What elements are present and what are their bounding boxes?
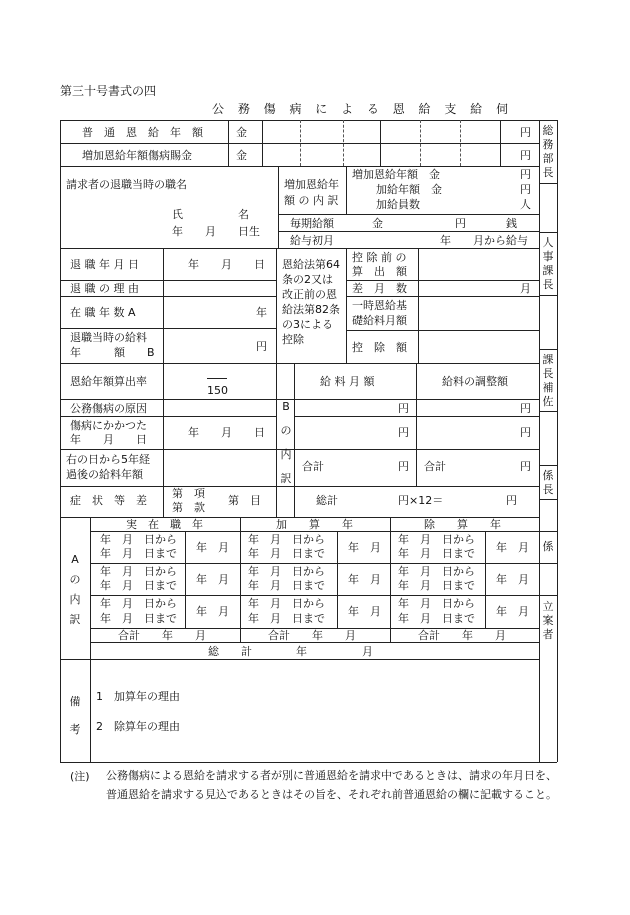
a-col-subtracted: 除 算 年 <box>424 518 501 531</box>
a-from: 年 月 日から <box>100 597 177 610</box>
col-line <box>390 517 391 642</box>
a-to: 年 月 日まで <box>100 579 177 592</box>
cause-label: 公務傷病の原因 <box>70 402 147 415</box>
kin-unit: 金 <box>236 149 247 162</box>
a-from: 年 月 日から <box>398 565 475 578</box>
col-line <box>418 248 419 363</box>
a-to: 年 月 日まで <box>398 579 475 592</box>
stamp-line <box>539 465 557 466</box>
stamp-drafter: 立案者 <box>542 600 554 641</box>
injury-date-value: 年 月 日 <box>188 426 265 439</box>
row-line <box>60 659 539 660</box>
a-col-added: 加 算 年 <box>276 518 353 531</box>
a-to: 年 月 日まで <box>248 547 325 560</box>
yen-unit: 円 <box>520 149 531 162</box>
applicant-name-label: 氏 名 <box>172 208 249 221</box>
stamp-line <box>539 183 557 184</box>
note-text: 公務傷病による恩給を請求する者が別に普通恩給を請求中であるときは、請求の年月日を、普通恩給を請求する見込であるときはその旨を、それぞれ前普通恩給の欄に記載すること。 <box>106 769 557 801</box>
yen-unit: 円 <box>520 460 531 473</box>
pension-rate-denominator: 150 <box>207 384 228 397</box>
row-line <box>90 531 539 532</box>
frame-left <box>60 120 61 762</box>
col-line <box>240 517 241 642</box>
kin-unit: 金 <box>236 126 247 139</box>
stamp-line <box>539 349 557 350</box>
stamp-section-head: 係長 <box>542 469 554 496</box>
stamp-staff: 係 <box>542 540 554 553</box>
a-from: 年 月 日から <box>100 533 177 546</box>
col-line <box>346 166 347 214</box>
yen-unit: 円 <box>520 126 531 139</box>
a-ym: 年 月 <box>496 605 529 618</box>
b-breakdown-label: Bの内訳 <box>280 400 292 485</box>
normal-pension-label: 普 通 恩 給 年 額 <box>82 126 203 139</box>
note-prefix: (注) <box>70 770 90 783</box>
row-line <box>60 166 539 167</box>
a-to: 年 月 日まで <box>100 612 177 625</box>
a-grand-total: 総 計 年 月 <box>208 645 373 658</box>
stamp-line <box>539 499 557 500</box>
row-line <box>90 642 539 643</box>
nen-unit: 年 <box>256 306 267 319</box>
retirement-reason-label: 退 職 の 理 由 <box>70 282 139 295</box>
form-title: 公 務 傷 病 に よ る 恩 給 支 給 伺 <box>212 102 513 116</box>
periodic-label: 毎期給額 <box>290 217 334 230</box>
a-from: 年 月 日から <box>248 597 325 610</box>
deduction-amount-label: 控 除 額 <box>352 341 407 354</box>
col-line <box>380 120 381 166</box>
remarks-item-1: 1 加算年の理由 <box>96 690 180 703</box>
col-line <box>500 120 501 166</box>
stamp-line <box>539 295 557 296</box>
row-line <box>60 399 539 400</box>
a-ym: 年 月 <box>496 541 529 554</box>
yen-unit: 円 <box>256 340 267 353</box>
col-line <box>416 363 417 486</box>
increase-breakdown-label-2: 額 の 内 訳 <box>284 194 339 207</box>
stamp-personnel-chief: 人事課長 <box>542 236 554 291</box>
row-line <box>60 328 276 329</box>
col-line <box>163 363 164 517</box>
retirement-date-label: 退 職 年 月 日 <box>70 258 139 271</box>
row-line <box>60 280 276 281</box>
symptom-label: 症 状 等 差 <box>70 494 147 507</box>
symptom-item: 第 項 <box>172 487 205 500</box>
row-line <box>294 416 539 417</box>
a-subtotal-added: 合計 年 月 <box>268 629 356 642</box>
remarks-label: 備考 <box>69 695 81 736</box>
b-subtotal-1: 合計 <box>302 460 324 473</box>
dashed-col <box>300 120 301 166</box>
row-line <box>278 214 539 215</box>
row-line <box>60 416 276 417</box>
a-to: 年 月 日まで <box>398 612 475 625</box>
stamp-line <box>539 411 557 412</box>
a-from: 年 月 日から <box>398 597 475 610</box>
deduction-law-1: 恩給法第64 <box>282 258 340 271</box>
pension-rate-label: 恩給年額算出率 <box>70 375 147 388</box>
after5-label-1: 右の日から5年経 <box>66 453 150 466</box>
frame-top <box>60 120 557 121</box>
col-line <box>294 363 295 517</box>
stamp-line <box>539 595 557 596</box>
col-line <box>276 363 277 517</box>
before-deduction-2: 算 出 額 <box>352 265 407 278</box>
deduction-law-5: の3による <box>282 318 333 331</box>
yen-unit: 円 <box>520 426 531 439</box>
applicant-position-label: 請求者の退職当時の職名 <box>66 178 187 191</box>
deduction-law-6: 控除 <box>282 333 304 346</box>
row-line <box>90 563 539 564</box>
retirement-date-value: 年 月 日 <box>188 258 265 271</box>
deduction-law-2: 条の2又は <box>282 273 333 286</box>
col-line <box>485 531 486 628</box>
row-line <box>346 280 539 281</box>
col-line <box>90 659 91 762</box>
increase-amount: 増加恩給年額 金 <box>352 168 440 181</box>
frame-right <box>557 120 558 762</box>
yen-unit: 円 <box>455 217 466 230</box>
b-total-formula: 円×12＝ <box>398 494 444 507</box>
frame-bottom <box>60 762 557 763</box>
stamp-line <box>539 563 557 564</box>
nin-unit: 人 <box>520 198 531 211</box>
row-line <box>278 231 539 232</box>
b-col-adjustment: 給料の調整額 <box>442 375 508 388</box>
a-subtotal-actual: 合計 年 月 <box>118 629 206 642</box>
salary-label-2: 年 額 B <box>70 346 155 359</box>
col-line <box>262 120 263 166</box>
injury-date-label-2: 年 月 日 <box>70 433 147 446</box>
increase-pension-label: 増加恩給年額傷病賜金 <box>82 149 192 162</box>
b-total-label: 総計 <box>316 494 338 507</box>
lump-sum-2: 礎給料月額 <box>352 314 407 327</box>
after5-label-2: 過後の給料年額 <box>66 468 143 481</box>
dashed-col <box>420 120 421 166</box>
row-line <box>90 595 539 596</box>
col-line <box>346 248 347 363</box>
dashed-col <box>460 120 461 166</box>
yen-unit: 円 <box>398 460 409 473</box>
stamp-column-left <box>539 120 540 762</box>
a-breakdown-label: Aの内訳 <box>69 553 81 626</box>
yen-unit: 円 <box>520 168 531 181</box>
kin-unit: 金 <box>372 217 383 230</box>
a-col-actual: 実 在 職 年 <box>126 518 203 531</box>
salary-label-1: 退職当時の給料 <box>70 331 147 344</box>
a-to: 年 月 日まで <box>398 547 475 560</box>
dashed-col <box>343 120 344 166</box>
months-diff-label: 差 月 数 <box>352 282 407 295</box>
row-line <box>60 248 539 249</box>
increase-breakdown-label-1: 増加恩給年 <box>284 178 339 191</box>
applicant-birth-label: 年 月 日生 <box>172 225 260 238</box>
row-line <box>346 296 539 297</box>
yen-unit: 円 <box>398 402 409 415</box>
before-deduction-1: 控 除 前 の <box>352 251 407 264</box>
col-line <box>90 517 91 659</box>
a-ym: 年 月 <box>348 573 381 586</box>
a-to: 年 月 日まで <box>248 612 325 625</box>
a-ym: 年 月 <box>196 573 229 586</box>
stamp-line <box>539 232 557 233</box>
col-line <box>228 120 229 166</box>
lump-sum-1: 一時恩給基 <box>352 299 407 312</box>
a-subtotal-subtracted: 合計 年 月 <box>418 629 506 642</box>
symptom-category: 第 目 <box>228 494 261 507</box>
col-line <box>163 248 164 363</box>
stamp-general-affairs: 総務部長 <box>542 124 554 179</box>
symptom-clause: 第 款 <box>172 501 205 514</box>
col-line <box>337 531 338 628</box>
payment-start-label: 給与初月 <box>290 234 334 247</box>
deduction-law-4: 給法第82条 <box>282 303 340 316</box>
additional-persons: 加給員数 <box>376 198 420 211</box>
a-ym: 年 月 <box>496 573 529 586</box>
additional-amount: 加給年額 金 <box>376 183 442 196</box>
col-line <box>276 248 277 363</box>
row-line <box>60 363 539 364</box>
yen-unit: 円 <box>520 402 531 415</box>
payment-start-value: 年 月から給与 <box>440 234 528 247</box>
a-from: 年 月 日から <box>248 565 325 578</box>
injury-date-label-1: 傷病にかかつた <box>70 419 147 432</box>
yen-unit: 円 <box>520 183 531 196</box>
years-of-service-label: 在 職 年 数 A <box>70 306 136 319</box>
row-line <box>60 486 539 487</box>
row-line <box>60 449 539 450</box>
a-ym: 年 月 <box>348 541 381 554</box>
col-line <box>185 531 186 628</box>
tsuki-unit: 月 <box>520 282 531 295</box>
a-from: 年 月 日から <box>248 533 325 546</box>
yen-unit: 円 <box>398 426 409 439</box>
deduction-law-3: 改正前の恩 <box>282 288 337 301</box>
row-line <box>60 296 276 297</box>
b-subtotal-2: 合計 <box>424 460 446 473</box>
col-line <box>278 166 279 248</box>
a-ym: 年 月 <box>196 605 229 618</box>
a-to: 年 月 日まで <box>248 579 325 592</box>
row-line <box>346 330 539 331</box>
a-to: 年 月 日まで <box>100 547 177 560</box>
a-from: 年 月 日から <box>100 565 177 578</box>
form-number: 第三十号書式の四 <box>60 84 157 98</box>
a-from: 年 月 日から <box>398 533 475 546</box>
remarks-item-2: 2 除算年の理由 <box>96 720 180 733</box>
b-col-salary: 給 料 月 額 <box>320 375 375 388</box>
yen-unit: 円 <box>506 494 517 507</box>
sen-unit: 銭 <box>506 217 517 230</box>
a-ym: 年 月 <box>196 541 229 554</box>
a-ym: 年 月 <box>348 605 381 618</box>
stamp-line <box>539 531 557 532</box>
stamp-deputy-chief: 課長補佐 <box>542 353 554 408</box>
fraction-line <box>207 378 227 379</box>
